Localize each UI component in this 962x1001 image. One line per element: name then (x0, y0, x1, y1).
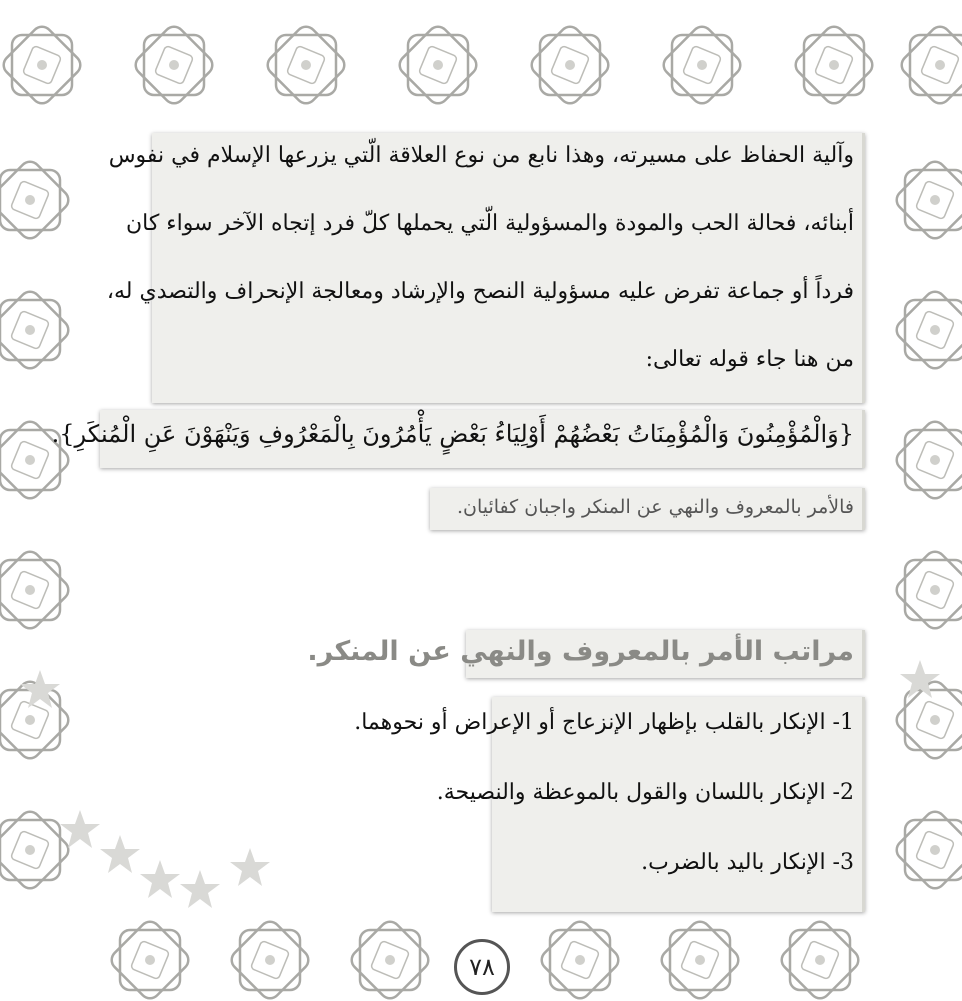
list-item: 1- الإنكار بالقلب بإظهار الإنزعاج أو الإعراض أو نحوهما. (354, 710, 854, 735)
list-item: 2- الإنكار باللسان والقول بالموعظة والنصيحة. (436, 780, 854, 805)
page-number: ٧٨ (454, 939, 510, 995)
paragraph-line: فرداً أو جماعة تفرض عليه مسؤولية النصح والإرشاد ومعالجة الإنحراف والتصدي له، (106, 279, 854, 304)
note-text: فالأمر بالمعروف والنهي عن المنكر واجبان كفائيان. (456, 496, 854, 518)
section-heading: مراتب الأمر بالمعروف والنهي عن المنكر. (307, 636, 854, 667)
quran-verse: {وَالْمُؤْمِنُونَ وَالْمُؤْمِنَاتُ بَعْضُهُمْ أَوْلِيَاءُ بَعْضٍ يَأْمُرُونَ بِالْمَعْرُوفِ وَيَنْهَوْنَ عَنِ الْمُنكَرِ}. (51, 420, 854, 448)
list-item: 3- الإنكار باليد بالضرب. (641, 850, 854, 875)
paragraph-line: وآلية الحفاظ على مسيرته، وهذا نابع من نوع العلاقة الّتي يزرعها الإسلام في نفوس (108, 143, 854, 168)
paragraph-line: من هنا جاء قوله تعالى: (645, 347, 854, 372)
paragraph-line: أبنائه، فحالة الحب والمودة والمسؤولية الّتي يحملها كلّ فرد إتجاه الآخر سواء كان (125, 211, 854, 236)
